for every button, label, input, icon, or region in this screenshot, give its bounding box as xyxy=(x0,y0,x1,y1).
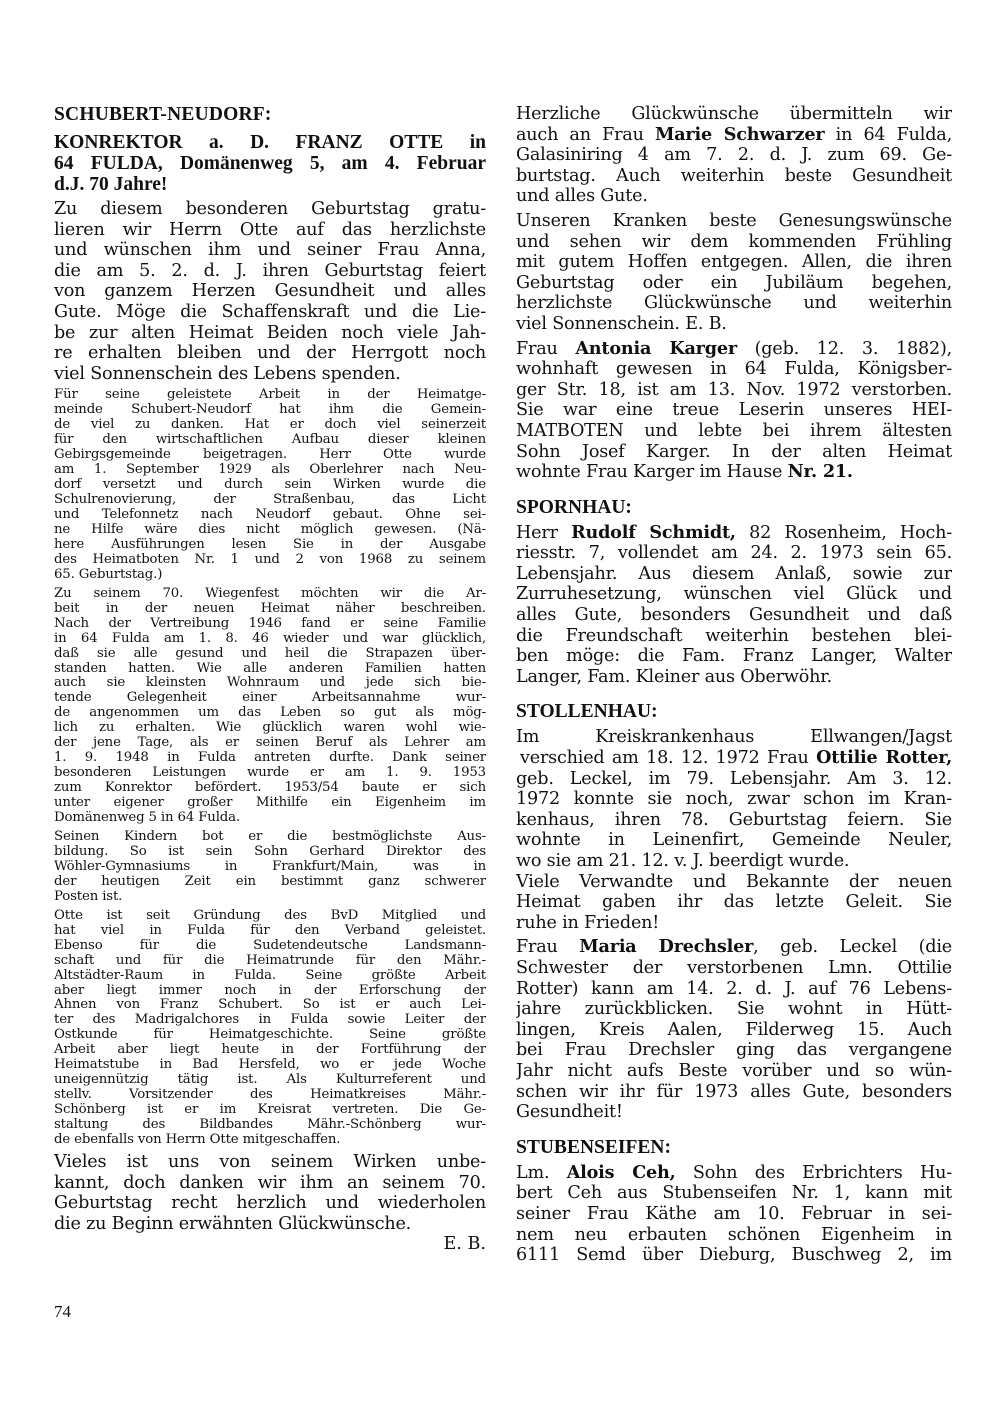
section-heading-spornhau: SPORNHAU: xyxy=(516,496,632,518)
text-line: ruhe in Frieden! xyxy=(516,912,660,933)
text-line: kenhaus, ihren 78. Geburtstag feiern. Sie xyxy=(516,809,952,830)
person-name: Marie Schwarzer xyxy=(654,124,825,145)
text-line: in 64 Fulda am 1. 8. 46 wieder und war glücklich, xyxy=(54,631,486,646)
text-line: stellv. Vorsitzender des Heimatkreises Mähr.- xyxy=(54,1088,486,1103)
paragraph-schwarzer xyxy=(516,104,952,207)
text-line: zum Konrektor befördert. 1953/54 baute er sich xyxy=(54,781,486,796)
text-line: jahre zurückblicken. Sie wohnt in Hütt- xyxy=(516,999,952,1020)
paragraph-geleit xyxy=(516,872,952,934)
text-line: dorf versetzt und durch sein Wirken wurde die xyxy=(54,478,486,493)
text-line: schen wir ihr für 1973 alles Gute, besonders xyxy=(516,1081,952,1102)
text-line: Langer, Fam. Kleiner aus Oberwöhr. xyxy=(516,666,832,687)
person-name: Rudolf Schmidt, xyxy=(571,522,736,543)
text-line: am 1. September 1929 als Oberlehrer nach Neu- xyxy=(54,463,486,478)
text-lines xyxy=(516,958,952,1123)
text-line: bildung. So ist sein Sohn Gerhard Direktor des xyxy=(54,844,486,859)
section-heading-schubert-neudorf: SCHUBERT-NEUDORF: xyxy=(54,104,272,125)
text-line: Seinen Kindern bot er die bestmöglichste Aus- xyxy=(54,829,486,844)
text-line xyxy=(516,523,952,544)
text-run: auch an Frau xyxy=(516,124,655,145)
text-line: de angenommen um das Leben so gut als mög- xyxy=(54,706,486,721)
text-line: die zu Beginn erwähnten Glückwünsche. xyxy=(54,1213,412,1234)
text-run: Herr xyxy=(516,522,572,543)
text-line: viel Sonnenschein. E. B. xyxy=(516,313,727,334)
text-run: Frau xyxy=(516,338,576,359)
text-line: ne Hilfe wäre dies nicht möglich gewesen. (Nä- xyxy=(54,522,486,537)
section-heading-stubenseifen: STUBENSEIFEN: xyxy=(516,1136,671,1158)
text-line: Vieles ist uns von seinem Wirken unbe- xyxy=(54,1152,486,1172)
body-paragraph xyxy=(54,388,486,582)
closing-paragraph xyxy=(54,1152,486,1234)
text-run: 82 Rosenheim, Hoch- xyxy=(735,522,952,543)
paragraph-rotter xyxy=(516,727,952,871)
text-line: ben möge: die Fam. Franz Langer, Walter xyxy=(516,646,952,667)
person-name: Ottilie Rotter, xyxy=(816,748,952,769)
text-line: lieren wir Herrn Otte auf das herzlichste xyxy=(54,219,486,240)
text-line: be zur alten Heimat Beiden noch viele Jah- xyxy=(54,322,486,343)
text-line xyxy=(516,937,952,958)
text-line: daß sie alle gesund und heil die Strapazen über- xyxy=(54,646,486,661)
text-line: Zurruhesetzung, wünschen viel Glück und xyxy=(516,584,952,605)
text-line: unter eigener großer Mithilfe ein Eigenheim im xyxy=(54,796,486,811)
paragraph-ceh xyxy=(516,1163,952,1266)
text-line: Sie war eine treue Leserin unseres HEI- xyxy=(516,400,952,421)
text-line: kannt, doch danken wir ihm an seinem 70. xyxy=(54,1172,486,1193)
person-name: Alois Ceh, xyxy=(566,1162,676,1183)
text-line: Geburtstag oder ein Jubiläum begehen, xyxy=(516,272,952,293)
text-line: Domänenweg 5 in 64 Fulda. xyxy=(54,811,241,826)
text-line: here Ausführungen lesen Sie in der Ausgabe xyxy=(54,537,486,552)
paragraph-karger xyxy=(516,339,952,483)
paragraph-schmidt xyxy=(516,523,952,688)
paragraph-kranken xyxy=(516,211,952,335)
text-line: Arbeit aber liegt heute in der Fortführung der xyxy=(54,1043,486,1058)
text-line: aber liegt immer noch in der Erforschung der xyxy=(54,983,486,998)
left-column xyxy=(54,104,486,1255)
intro-paragraph xyxy=(54,199,486,384)
body-paragraph xyxy=(54,909,486,1148)
text-line: des Heimatboten Nr. 1 und 2 von 1968 zu seinem xyxy=(54,552,486,567)
body-paragraph xyxy=(54,830,486,905)
text-line: Altstädter-Raum in Fulda. Seine größte Arbeit xyxy=(54,968,486,983)
text-line: Ostkunde für Heimatgeschichte. Seine größte xyxy=(54,1028,486,1043)
text-line xyxy=(516,748,952,769)
text-line: Sohn Josef Karger. In der alten Heimat xyxy=(516,441,952,462)
text-run: wohnte Frau Karger im Hause xyxy=(516,462,788,483)
text-line: wohnte in Leinenfirt, Gemeinde Neuler, xyxy=(516,830,952,851)
text-line: Rotter) kann am 14. 2. d. J. auf 76 Lebens- xyxy=(516,978,952,999)
text-line: 6111 Semd über Dieburg, Buschweg 2, im xyxy=(516,1245,952,1266)
text-line: die am 5. 2. d. J. ihren Geburtstag feiert xyxy=(54,260,486,281)
text-run: , geb. Leckel (die xyxy=(753,937,952,958)
text-line: beit in der neuen Heimat näher beschreiben. xyxy=(54,601,486,616)
person-name: Antonia Karger xyxy=(575,338,737,359)
text-line: Ahnen von Franz Schubert. So ist er auch Lei- xyxy=(54,998,486,1013)
text-line: herzlichste Glückwünsche und weiterhin xyxy=(516,293,952,314)
text-line: Ebenso für die Sudetendeutsche Landsmann- xyxy=(54,938,486,953)
person-name: Maria Drechsler xyxy=(579,937,754,958)
text-line: besonderen Leistungen wurde er am 1. 9. 1953 xyxy=(54,766,486,781)
text-line: und Telefonnetz nach Neudorf gebaut. Ohne sei- xyxy=(54,507,486,522)
page-number: 74 xyxy=(54,1302,71,1321)
text-line: tende Gelegenheit einer Arbeitsannahme wur- xyxy=(54,691,486,706)
text-line: und wünschen ihm und seiner Frau Anna, xyxy=(54,240,486,261)
text-run: in 64 Fulda, xyxy=(824,124,952,145)
text-line: burtstag. Auch weiterhin beste Gesundheit xyxy=(516,165,952,186)
text-line: geb. Leckel, im 79. Lebensjahr. Am 3. 12. xyxy=(516,768,952,789)
text-line: lingen, Kreis Aalen, Filderweg 15. Auch xyxy=(516,1019,952,1040)
text-line xyxy=(516,462,952,483)
text-line: Gute. Möge die Schaffenskraft und die Lie- xyxy=(54,301,486,322)
title-line: d.J. 70 Jahre! xyxy=(54,174,168,195)
text-line: und alles Gute. xyxy=(516,186,648,207)
text-line: riesstr. 7, vollendet am 24. 2. 1973 sein 65. xyxy=(516,543,952,564)
text-line xyxy=(516,125,952,146)
text-line xyxy=(516,1163,952,1184)
text-line: re erhalten bleiben und der Herrgott noch xyxy=(54,343,486,364)
text-line xyxy=(516,339,952,360)
text-line: Im Kreiskrankenhaus Ellwangen/Jagst xyxy=(516,727,952,748)
text-line: wo sie am 21. 12. v. J. beerdigt wurde. xyxy=(516,851,850,871)
text-line: Gebirgsgemeinde beigetragen. Herr Otte wurde xyxy=(54,448,486,463)
text-line: uneigennützig tätig ist. Als Kulturreferent und xyxy=(54,1073,486,1088)
text-line: Schulrenovierung, der Straßenbau, das Licht xyxy=(54,493,486,508)
text-line: von ganzem Herzen Gesundheit und alles xyxy=(54,281,486,302)
text-line: und sehen wir dem kommenden Frühling xyxy=(516,231,952,252)
title-line: KONREKTOR a. D. FRANZ OTTE in xyxy=(54,132,486,153)
right-column xyxy=(516,104,952,1266)
section-heading-stollenhau: STOLLENHAU: xyxy=(516,701,658,723)
text-line: mit gutem Hoffen entgegen. Allen, die ihren xyxy=(516,252,952,273)
text-line: Schönberg ist er im Kreisrat vertreten. Die Ge- xyxy=(54,1103,486,1118)
body-paragraph xyxy=(54,587,486,826)
house-number: Nr. 21. xyxy=(787,462,853,483)
text-line: Zu seinem 70. Wiegenfest möchten wir die Ar- xyxy=(54,586,486,601)
text-line: der jene Tage, als er seinen Beruf als Lehrer am xyxy=(54,736,486,751)
text-line: 1. 9. 1948 in Fulda antreten durfte. Dank seiner xyxy=(54,751,486,766)
text-line: der heutigen Zeit ein bestimmt ganz schwerer xyxy=(54,874,486,889)
text-lines xyxy=(516,543,952,687)
text-line: 65. Geburtstag.) xyxy=(54,567,163,582)
text-line: Nach der Vertreibung 1946 fand er seine Familie xyxy=(54,616,486,631)
text-line: Herzliche Glückwünsche übermitteln wir xyxy=(516,104,952,124)
text-line: Unseren Kranken beste Genesungswünsche xyxy=(516,210,952,231)
text-line: Heimat gaben ihr das letzte Geleit. Sie xyxy=(516,892,952,913)
text-line: nem neu erbauten schönen Eigenheim in xyxy=(516,1224,952,1245)
title-line: 64 FULDA, Domänenweg 5, am 4. Februar xyxy=(54,153,486,174)
text-line: Wöhler-Gymnasiums in Frankfurt/Main, was in xyxy=(54,859,486,874)
text-line: lich zu erhalten. Wie glücklich waren wohl wie- xyxy=(54,721,486,736)
text-run: verschied am 18. 12. 1972 Frau xyxy=(520,748,817,769)
text-line: viel Sonnenschein des Lebens spenden. xyxy=(54,363,401,384)
text-line: Zu diesem besonderen Geburtstag gratu- xyxy=(54,199,486,219)
text-line: Viele Verwandte und Bekannte der neuen xyxy=(516,871,952,892)
text-line: Heimatstube in Bad Hersfeld, wo er jede Woche xyxy=(54,1058,486,1073)
text-line: hat viel in Fulda für den Verband geleistet. xyxy=(54,923,486,938)
text-line: bert Ceh aus Stubenseifen Nr. 1, kann mit xyxy=(516,1183,952,1204)
text-line: de ebenfalls von Herrn Otte mitgeschaffen. xyxy=(54,1133,341,1148)
text-run: Frau xyxy=(516,937,580,958)
text-line: auch sie kleinsten Wohnraum und jede sich bie- xyxy=(54,676,486,691)
text-line: die Freundschaft weiterhin bestehen blei- xyxy=(516,625,952,646)
text-line: Jahr nicht aufs Beste vorüber und so wün- xyxy=(516,1060,952,1081)
text-run: (geb. 12. 3. 1882), xyxy=(736,338,952,359)
text-run: Sohn des Erbrichters Hu- xyxy=(675,1162,952,1183)
text-line: Schwester der verstorbenen Lmn. Ottilie xyxy=(516,957,952,978)
text-line: 1972 konnte sie noch, zwar schon im Kran- xyxy=(516,789,952,810)
text-line: MATBOTEN und lebte bei ihrem ältesten xyxy=(516,420,952,441)
text-line: Für seine geleistete Arbeit in der Heimatge- xyxy=(54,388,486,403)
text-line: meinde Schubert-Neudorf hat ihm die Gemein- xyxy=(54,403,486,418)
text-line: Otte ist seit Gründung des BvD Mitglied und xyxy=(54,908,486,923)
text-line: alles Gute, besonders Gesundheit und daß xyxy=(516,605,952,626)
text-line: ter des Madrigalchores in Fulda sowie Leiter der xyxy=(54,1013,486,1028)
text-lines xyxy=(516,145,952,207)
text-line: wohnhaft gewesen in 64 Fulda, Königsber- xyxy=(516,359,952,380)
text-lines xyxy=(516,769,952,872)
text-line: Lebensjahr. Aus diesem Anlaß, sowie zur xyxy=(516,563,952,584)
text-line: bei Frau Drechsler ging das vergangene xyxy=(516,1040,952,1061)
text-line: Galasiniring 4 am 7. 2. d. J. zum 69. Ge- xyxy=(516,145,952,166)
text-line: Geburtstag recht herzlich und wiederholen xyxy=(54,1193,486,1214)
text-line: seiner Frau Käthe am 10. Februar in sei- xyxy=(516,1203,952,1224)
text-line: für den wirtschaftlichen Aufbau dieser kleinen xyxy=(54,433,486,448)
text-line: staltung des Bildbandes Mähr.-Schönberg wur- xyxy=(54,1118,486,1133)
text-line: ger Str. 18, ist am 13. Nov. 1972 verstorben. xyxy=(516,379,952,400)
text-lines xyxy=(516,359,952,462)
text-lines xyxy=(516,1183,952,1265)
text-line: schaft und für die Heimatrunde für den Mähr.- xyxy=(54,953,486,968)
article-title xyxy=(54,132,486,195)
text-line: Gesundheit! xyxy=(516,1102,623,1123)
text-run: Lm. xyxy=(516,1162,567,1183)
text-line: de viel zu danken. Hat er doch viel seinerzeit xyxy=(54,418,486,433)
paragraph-drechsler xyxy=(516,937,952,1122)
text-line: standen hatten. Wie alle anderen Familien hatten xyxy=(54,661,486,676)
text-line: Posten ist. xyxy=(54,889,123,904)
signature: E. B. xyxy=(443,1234,486,1255)
